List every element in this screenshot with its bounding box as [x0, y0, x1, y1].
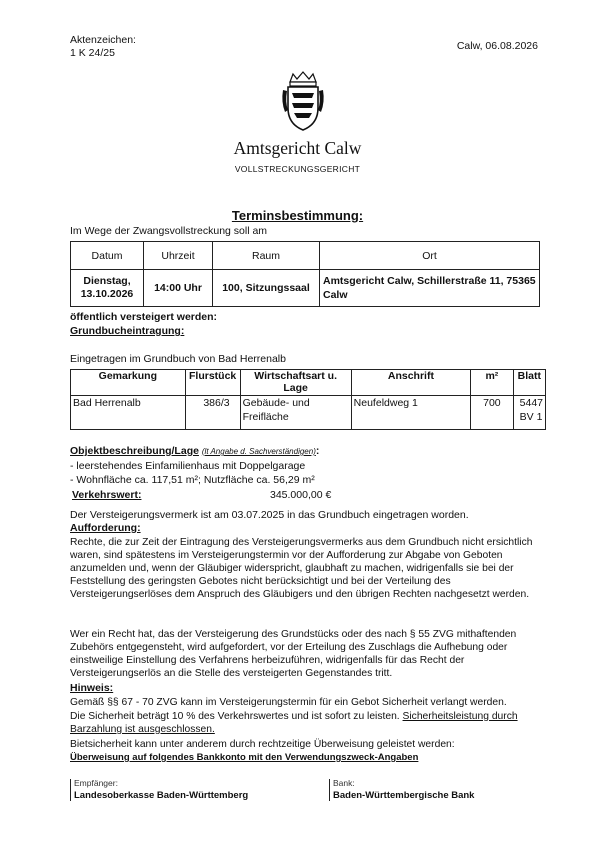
page-title: Terminsbestimmung:	[231, 208, 364, 223]
property-sheet-number: 5447	[519, 397, 543, 409]
property-table	[70, 369, 546, 430]
property-header-usage: Wirtschaftsart u. Lage	[240, 370, 351, 396]
entry-note: Der Versteigerungsvermerk ist am 03.07.2025 in das Grundbuch eingetragen worden.	[70, 509, 469, 521]
notice-line-4: Überweisung auf folgendes Bankkonto mit den Verwendungszweck-Angaben	[70, 752, 419, 763]
file-reference	[70, 34, 136, 60]
description-heading: Objektbeschreibung/Lage	[70, 445, 199, 457]
file-reference-label: Aktenzeichen:	[70, 34, 136, 46]
schedule-header-location: Ort	[320, 242, 540, 270]
property-header-sheet: Blatt	[513, 370, 545, 396]
property-district: Bad Herrenalb	[71, 396, 186, 430]
property-sheet-bv: BV 1	[519, 411, 543, 423]
schedule-room: 100, Sitzungssaal	[213, 270, 320, 307]
market-value-label: Verkehrswert:	[72, 489, 142, 501]
notice-security-amount: Die Sicherheit beträgt 10 % des Verkehrswertes und ist sofort zu leisten.	[70, 711, 403, 722]
register-note: Eingetragen im Grundbuch von Bad Herrenalb	[70, 353, 286, 365]
file-number: 1 K 24/25	[70, 47, 115, 59]
schedule-time: 14:00 Uhr	[144, 270, 213, 307]
court-name: Amtsgericht Calw	[233, 138, 362, 158]
notice-cash-excluded: Sicherheitsleistung durch Barzahlung ist ausgeschlossen.	[70, 711, 518, 735]
schedule-weekday: Dienstag,	[83, 275, 131, 287]
request-paragraph-2: Wer ein Recht hat, das der Versteigerung des Grundstücks oder des nach § 55 ZVG mithaftenden Zubehörs entgegensteht, wird aufgefordert, vor der Erteilung des Zuschlags die Aufhebung oder einstweilige Einstellung des Verfahrens herbeizuführen, widrigenfalls für das Recht der Versteigerungserlös an die Stelle des versteigerten Gegenstandes tritt.	[70, 629, 517, 679]
property-header-address: Anschrift	[351, 370, 470, 396]
schedule-header-time: Uhrzeit	[144, 242, 213, 270]
description-source: (lt Angabe d. Sachverständigen)	[201, 447, 316, 456]
description-heading-line	[70, 445, 319, 457]
schedule-date	[71, 270, 144, 307]
schedule-date-value: 13.10.2026	[80, 288, 134, 300]
request-paragraph-1: Rechte, die zur Zeit der Eintragung des Versteigerungsvermerks aus dem Grundbuch nicht ersichtlich waren, sind spätestens im Versteigerungstermin vor der Aufforderung zur Abgabe von Geboten anzumelden und, wenn der Gläubiger widerspricht, glaubhaft zu machen, widrigenfalls sie bei der Feststellung des geringsten Gebotes nicht berücksichtigt und bei der Verteilung des Versteigerungserlöses dem Anspruch des Gläubigers und den übrigen Rechten nachgesetzt werden.	[70, 537, 533, 600]
market-value-amount: 345.000,00 €	[270, 489, 332, 501]
bank-label: Bank:	[333, 778, 355, 788]
notice-heading: Hinweis:	[70, 682, 114, 694]
auction-line: öffentlich versteigert werden:	[70, 311, 218, 323]
land-register-heading: Grundbucheintragung:	[70, 325, 185, 337]
property-usage: Gebäude- und Freifläche	[240, 396, 351, 430]
notice-line-2	[70, 710, 540, 736]
property-address: Neufeldweg 1	[351, 396, 470, 430]
description-line-1: - leerstehendes Einfamilienhaus mit Doppelgarage	[70, 460, 306, 472]
bank-name: Baden-Württembergische Bank	[333, 790, 475, 801]
property-header-district: Gemarkung	[71, 370, 186, 396]
property-parcel: 386/3	[185, 396, 240, 430]
request-heading: Aufforderung:	[70, 522, 141, 534]
footer-divider-left	[70, 779, 71, 801]
property-sheet	[513, 396, 545, 430]
coat-of-arms-icon	[279, 70, 327, 132]
property-area: 700	[471, 396, 514, 430]
recipient-label: Empfänger:	[74, 778, 118, 788]
property-header-parcel: Flurstück	[185, 370, 240, 396]
schedule-header-room: Raum	[213, 242, 320, 270]
notice-line-3: Bietsicherheit kann unter anderem durch rechtzeitige Überweisung geleistet werden:	[70, 739, 455, 750]
footer-divider-middle	[329, 779, 330, 801]
intro-text: Im Wege der Zwangsvollstreckung soll am	[70, 225, 268, 237]
court-department: VOLLSTRECKUNGSGERICHT	[234, 164, 361, 174]
notice-line-1: Gemäß §§ 67 - 70 ZVG kann im Versteigerungstermin für ein Gebot Sicherheit verlangt werden.	[70, 697, 507, 708]
schedule-location: Amtsgericht Calw, Schillerstraße 11, 75365 Calw	[320, 270, 540, 307]
schedule-header-date: Datum	[71, 242, 144, 270]
schedule-table	[70, 241, 540, 307]
description-colon: :	[315, 445, 320, 457]
place-date: Calw, 06.08.2026	[456, 40, 538, 52]
property-header-area: m²	[471, 370, 514, 396]
description-line-2: - Wohnfläche ca. 117,51 m²; Nutzfläche ca. 56,29 m²	[70, 474, 315, 486]
recipient-name: Landesoberkasse Baden-Württemberg	[74, 790, 249, 801]
